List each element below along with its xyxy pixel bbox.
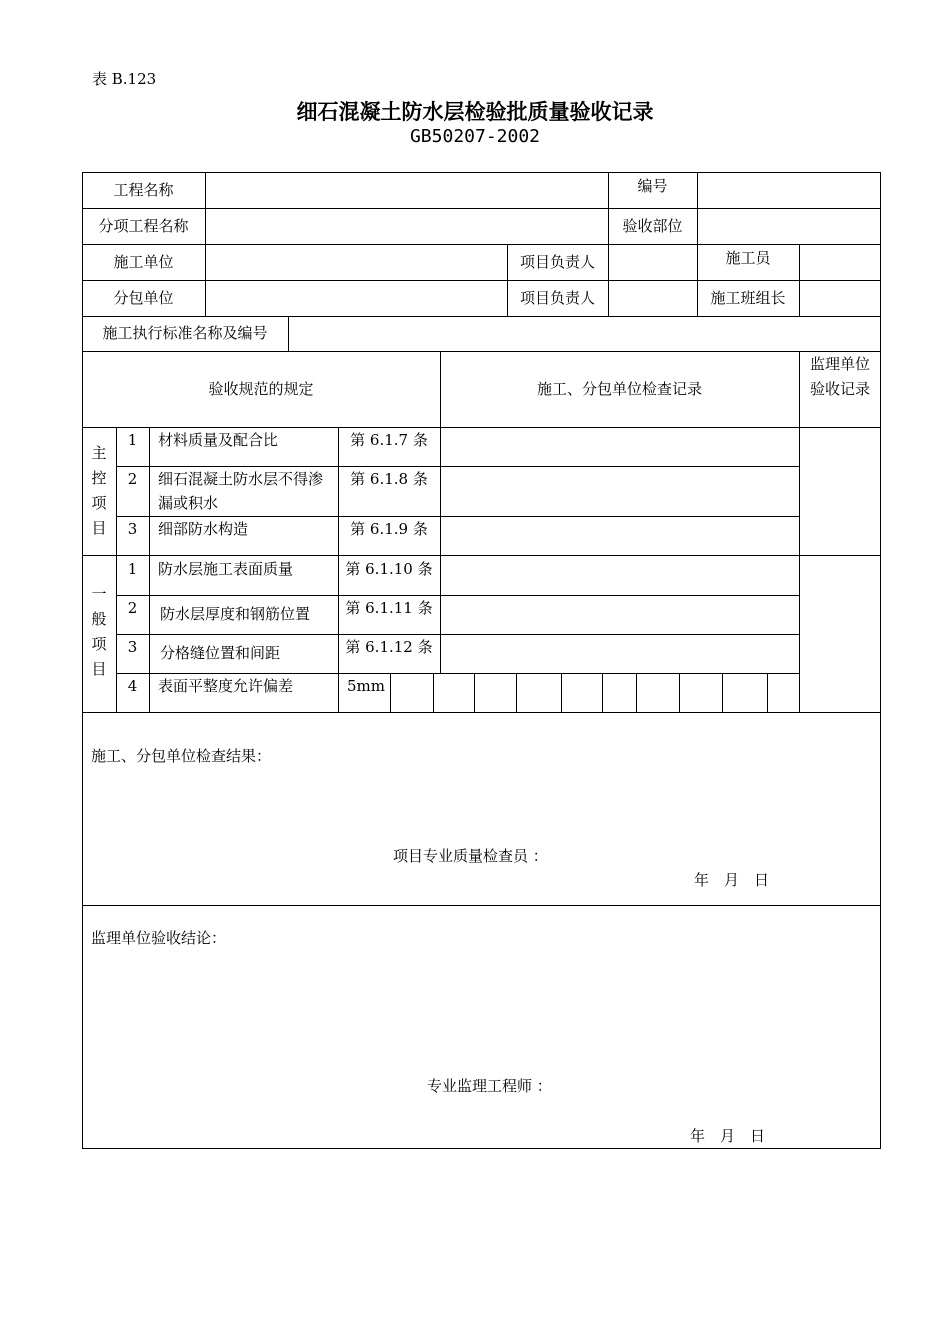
result-date: 年 月 日 (694, 871, 770, 889)
page-title: 细石混凝土防水层检验批质量验收记录 (296, 99, 654, 124)
grid-line (561, 673, 562, 712)
exec-standard-label: 施工执行标准名称及编号 (102, 324, 268, 342)
team-leader-label: 施工班组长 (710, 289, 786, 307)
spec-column-header: 验收规范的规定 (208, 380, 314, 398)
item-clause: 第 6.1.10 条 (345, 560, 433, 578)
quality-inspector-signature: 项目专业质量检查员 ： (393, 847, 548, 865)
item-clause: 第 6.1.9 条 (350, 520, 428, 538)
main-control-label: 主控项目 (91, 444, 107, 537)
project-name-label: 工程名称 (113, 181, 174, 199)
item-clause: 第 6.1.11 条 (345, 599, 433, 617)
item-no: 3 (127, 520, 138, 538)
grid-line (82, 244, 881, 245)
item-name: 材料质量及配合比 (158, 431, 279, 449)
item-name: 细部防水构造 (158, 520, 249, 538)
grid-line (205, 172, 206, 316)
grid-line (82, 316, 881, 317)
constructor-label: 施工员 (725, 249, 771, 267)
grid-line (82, 172, 83, 1148)
supervision-conclusion-label: 监理单位验收结论： (91, 929, 227, 947)
supervision-column-header: 监理单位验收记录 (809, 355, 870, 398)
supervising-engineer-signature: 专业监理工程师 ： (427, 1077, 552, 1095)
item-no: 4 (127, 677, 138, 695)
item-no: 1 (127, 560, 138, 578)
grid-line (722, 673, 723, 712)
item-clause: 第 6.1.8 条 (350, 470, 428, 488)
subcontract-unit-label: 分包单位 (113, 289, 174, 307)
grid-line (288, 316, 289, 351)
item-no: 1 (127, 431, 138, 449)
grid-line (679, 673, 680, 712)
item-clause: 第 6.1.12 条 (345, 638, 433, 656)
grid-line (433, 673, 434, 712)
grid-line (82, 172, 881, 173)
conclusion-date: 年 月 日 (690, 1127, 766, 1145)
item-no: 3 (127, 638, 138, 656)
item-no: 2 (127, 470, 138, 488)
grid-line (767, 673, 768, 712)
grid-line (116, 634, 800, 635)
grid-line (799, 244, 800, 316)
item-name: 分格缝位置和间距 (160, 644, 281, 662)
project-manager-label: 项目负责人 (519, 289, 595, 307)
grid-line (82, 712, 881, 713)
general-items-label: 一般项目 (91, 585, 107, 678)
item-tolerance: 5mm (347, 677, 385, 695)
grid-line (149, 427, 150, 712)
grid-line (602, 673, 603, 712)
check-result-label: 施工、分包单位检查结果： (91, 747, 272, 765)
sub-project-name-label: 分项工程名称 (98, 217, 189, 235)
grid-line (82, 905, 881, 906)
grid-line (608, 244, 609, 316)
grid-line (799, 351, 800, 712)
item-name: 防水层施工表面质量 (158, 560, 294, 578)
grid-line (82, 280, 881, 281)
serial-no-label: 编号 (637, 177, 668, 195)
form-number: 表 B.123 (92, 70, 157, 88)
grid-line (636, 673, 637, 712)
grid-line (116, 595, 800, 596)
grid-line (82, 351, 881, 352)
grid-line (82, 555, 881, 556)
inspection-part-label: 验收部位 (622, 217, 683, 235)
construction-unit-label: 施工单位 (113, 253, 174, 271)
grid-line (390, 673, 391, 712)
grid-line (516, 673, 517, 712)
grid-line (82, 208, 881, 209)
grid-line (880, 172, 881, 1148)
grid-line (474, 673, 475, 712)
standard-code: GB50207-2002 (409, 126, 541, 147)
item-no: 2 (127, 599, 138, 617)
grid-line (82, 1148, 881, 1149)
item-name: 表面平整度允许偏差 (158, 677, 294, 695)
item-name: 防水层厚度和钢筋位置 (160, 605, 311, 623)
item-clause: 第 6.1.7 条 (350, 431, 428, 449)
project-manager-label: 项目负责人 (519, 253, 595, 271)
check-record-column-header: 施工、分包单位检查记录 (536, 380, 702, 398)
item-name: 细石混凝土防水层不得渗漏或积水 (158, 470, 324, 512)
